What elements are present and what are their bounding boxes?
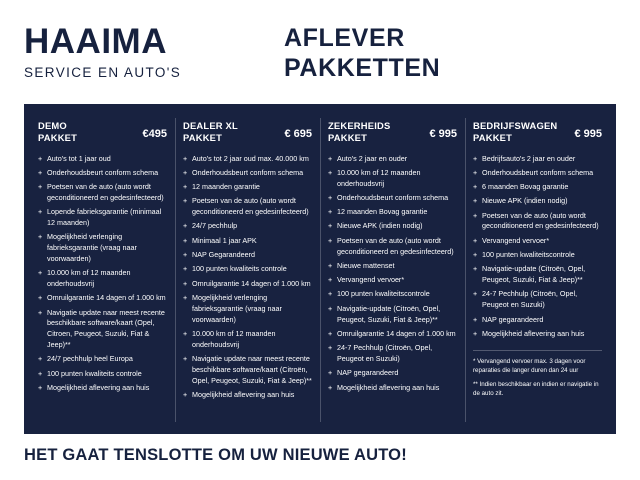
list-item: + 24-7 Pechhulp (Citroën, Opel, Peugeot en Suzuki) — [473, 289, 602, 311]
list-item: + Onderhoudsbeurt conform schema — [38, 168, 167, 179]
footnote-navigation: ** Indien beschikbaar en indien er navigatie in de auto zit. — [473, 380, 599, 397]
list-item: + Minimaal 1 jaar APK — [183, 236, 312, 247]
list-item: + NAP gegarandeerd — [328, 368, 457, 379]
page-title-line-2: PAKKETTEN — [284, 53, 441, 82]
package-title: ZEKERHEIDS PAKKET — [328, 120, 391, 143]
brand-subtitle: SERVICE EN AUTO'S — [24, 65, 182, 80]
list-item: + NAP gegarandeerd — [473, 315, 602, 326]
list-item: + 12 maanden garantie — [183, 182, 312, 193]
list-item: + Navigatie update naar meest recente beschikbare software/kaart (Opel, Citroen, Peugeot, Suzuki, Fiat & Jeep)** — [38, 308, 167, 351]
list-item: + Poetsen van de auto (auto wordt geconditioneerd en gedesinfecteerd) — [183, 196, 312, 218]
footer-tagline: HET GAAT TENSLOTTE OM UW NIEUWE AUTO! — [24, 446, 407, 464]
list-item: + 24/7 pechhulp heel Europa — [38, 354, 167, 365]
list-item: + 10.000 km of 12 maanden onderhoudsvrij — [183, 329, 312, 351]
list-item: + 6 maanden Bovag garantie — [473, 182, 602, 193]
package-column-demo — [30, 116, 175, 424]
list-item: + 24-7 Pechhulp (Citroën, Opel, Peugeot en Suzuki) — [328, 343, 457, 365]
list-item: + Omruilgarantie 14 dagen of 1.000 km — [38, 293, 167, 304]
package-price: € 695 — [284, 128, 312, 140]
feature-list — [38, 154, 167, 394]
list-item: + Vervangend vervoer* — [473, 236, 602, 247]
package-price: € 995 — [574, 128, 602, 140]
footnote-divider — [473, 350, 602, 351]
list-item: + NAP Gegarandeerd — [183, 250, 312, 261]
list-item: + Onderhoudsbeurt conform schema — [473, 168, 602, 179]
package-header — [183, 120, 312, 144]
list-item: + Nieuwe mattenset — [328, 261, 457, 272]
list-item: + Auto's tot 2 jaar oud max. 40.000 km — [183, 154, 312, 165]
list-item: + Navigatie-update (Citroën, Opel, Peugeot, Suzuki, Fiat & Jeep)** — [473, 264, 602, 286]
page-title — [270, 22, 440, 83]
list-item: + 100 punten kwaliteits controle — [183, 264, 312, 275]
header — [24, 22, 616, 100]
package-price: €495 — [142, 128, 167, 140]
list-item: + Mogelijkheid verlenging fabrieksgarantie (vraag naar voorwaarden) — [183, 293, 312, 325]
footnote-replacement-vehicle: * Vervangend vervoer max. 3 dagen voor reparaties die langer duren dan 24 uur — [473, 357, 586, 374]
package-title: DEMO PAKKET — [38, 120, 78, 143]
list-item: + 100 punten kwaliteitscontrole — [473, 250, 602, 261]
list-item: + Onderhoudsbeurt conform schema — [328, 193, 457, 204]
list-item: + Poetsen van de auto (auto wordt geconditioneerd en gedesinfecteerd) — [328, 236, 457, 258]
feature-list — [473, 154, 602, 340]
list-item: + Vervangend vervoer* — [328, 275, 457, 286]
list-item: + 100 punten kwaliteitscontrole — [328, 289, 457, 300]
feature-list — [328, 154, 457, 394]
list-item: + Lopende fabrieksgarantie (minimaal 12 maanden) — [38, 207, 167, 229]
list-item: + Poetsen van de auto (auto wordt geconditioneerd en gedesinfecteerd) — [473, 211, 602, 233]
list-item: + Onderhoudsbeurt conform schema — [183, 168, 312, 179]
footnotes — [473, 350, 602, 399]
brand-name: HAAIMA — [24, 22, 167, 61]
list-item: + Poetsen van de auto (auto wordt geconditioneerd en gedesinfecteerd) — [38, 182, 167, 204]
packages-panel — [24, 104, 616, 434]
list-item: + Nieuwe APK (indien nodig) — [473, 196, 602, 207]
feature-list — [183, 154, 312, 401]
brand-block — [24, 22, 270, 80]
list-item: + Mogelijkheid aflevering aan huis — [328, 383, 457, 394]
list-item: + 100 punten kwaliteits controle — [38, 369, 167, 380]
package-price: € 995 — [429, 128, 457, 140]
package-title: DEALER XL PAKKET — [183, 120, 238, 143]
package-title: BEDRIJFSWAGEN PAKKET — [473, 120, 558, 143]
package-header — [473, 120, 602, 144]
package-column-zekerheids — [320, 116, 465, 424]
list-item: + Auto's tot 1 jaar oud — [38, 154, 167, 165]
list-item: + Mogelijkheid aflevering aan huis — [38, 383, 167, 394]
list-item: + Navigatie-update (Citroën, Opel, Peugeot, Suzuki, Fiat & Jeep)** — [328, 304, 457, 326]
package-header — [328, 120, 457, 144]
package-header — [38, 120, 167, 144]
list-item: + 10.000 km of 12 maanden onderhoudsvrij — [38, 268, 167, 290]
list-item: + Mogelijkheid verlenging fabrieksgarantie (vraag naar voorwaarden) — [38, 232, 167, 264]
package-column-dealer-xl — [175, 116, 320, 424]
list-item: + Mogelijkheid aflevering aan huis — [473, 329, 602, 340]
list-item: + 24/7 pechhulp — [183, 221, 312, 232]
page-title-line-1: AFLEVER — [284, 24, 405, 52]
list-item: + 10.000 km of 12 maanden onderhoudsvrij — [328, 168, 457, 190]
list-item: + Nieuwe APK (indien nodig) — [328, 221, 457, 232]
list-item: + Omruilgarantie 14 dagen of 1.000 km — [183, 279, 312, 290]
list-item: + Navigatie update naar meest recente beschikbare software/kaart (Citroën, Opel, Peugeot, Suzuki, Fiat & Jeep)** — [183, 354, 312, 386]
package-column-bedrijfswagen — [465, 116, 610, 424]
list-item: + Auto's 2 jaar en ouder — [328, 154, 457, 165]
list-item: + Bedrijfsauto's 2 jaar en ouder — [473, 154, 602, 165]
list-item: + Mogelijkheid aflevering aan huis — [183, 390, 312, 401]
list-item: + Omruilgarantie 14 dagen of 1.000 km — [328, 329, 457, 340]
list-item: + 12 maanden Bovag garantie — [328, 207, 457, 218]
